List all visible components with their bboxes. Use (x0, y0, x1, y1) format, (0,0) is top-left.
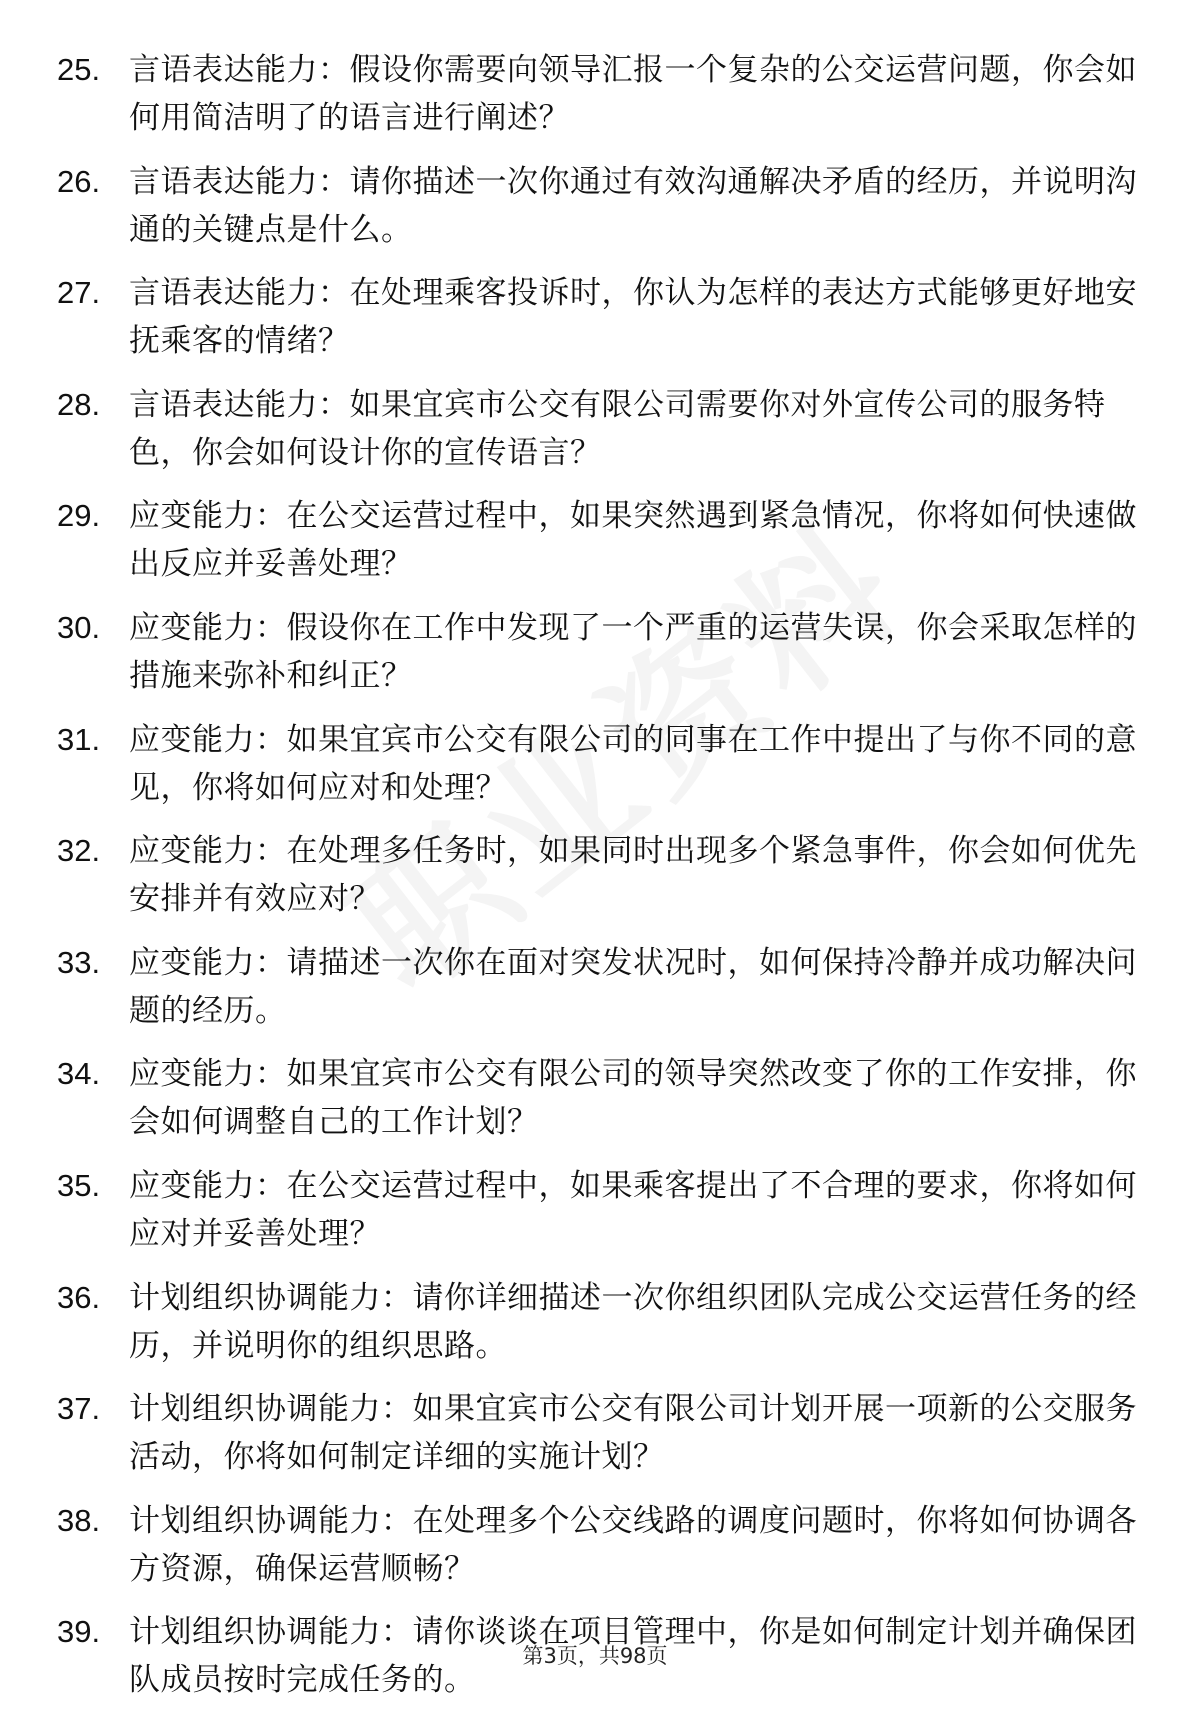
list-item (57, 269, 1142, 365)
question-number: 32. (57, 833, 101, 869)
question-number: 34. (57, 1056, 101, 1092)
question-text: 应变能力：假设你在工作中发现了一个严重的运营失误，你会采取怎样的措施来弥补和纠正？ (129, 609, 1137, 694)
question-number: 39. (57, 1614, 101, 1650)
list-item (57, 1385, 1142, 1481)
question-list (57, 46, 1142, 1720)
list-item (57, 939, 1142, 1035)
question-number: 33. (57, 944, 101, 980)
list-item (57, 1162, 1142, 1258)
question-number: 29. (57, 498, 101, 534)
question-text: 应变能力：在公交运营过程中，如果乘客提出了不合理的要求，你将如何应对并妥善处理？ (129, 1167, 1137, 1252)
question-text: 言语表达能力：请你描述一次你通过有效沟通解决矛盾的经历，并说明沟通的关键点是什么。 (129, 163, 1137, 248)
question-number: 36. (57, 1279, 101, 1315)
list-item (57, 716, 1142, 812)
list-item (57, 604, 1142, 700)
question-text: 言语表达能力：假设你需要向领导汇报一个复杂的公交运营问题，你会如何用简洁明了的语言进行阐述？ (129, 52, 1137, 136)
list-item (57, 158, 1142, 254)
question-text: 计划组织协调能力：在处理多个公交线路的调度问题时，你将如何协调各方资源，确保运营顺畅？ (129, 1502, 1137, 1587)
question-number: 38. (57, 1502, 101, 1538)
list-item (57, 1050, 1142, 1146)
question-text: 计划组织协调能力：请你详细描述一次你组织团队完成公交运营任务的经历，并说明你的组织思路。 (129, 1279, 1137, 1364)
question-number: 26. (57, 163, 101, 199)
list-item (57, 46, 1142, 142)
question-number: 31. (57, 721, 101, 757)
question-number: 27. (57, 275, 101, 311)
question-text: 言语表达能力：如果宜宾市公交有限公司需要你对外宣传公司的服务特色，你会如何设计你的宣传语言？ (129, 386, 1106, 471)
list-item (57, 1497, 1142, 1593)
question-text: 言语表达能力：在处理乘客投诉时，你认为怎样的表达方式能够更好地安抚乘客的情绪？ (129, 275, 1137, 360)
question-text: 计划组织协调能力：请你谈谈在项目管理中，你是如何制定计划并确保团队成员按时完成任务的。 (129, 1614, 1137, 1699)
question-text: 应变能力：如果宜宾市公交有限公司的同事在工作中提出了与你不同的意见，你将如何应对和处理？ (129, 721, 1137, 806)
page-number: 第3页，共98页 (522, 1644, 668, 1668)
list-item (57, 1274, 1142, 1370)
question-text: 计划组织协调能力：如果宜宾市公交有限公司计划开展一项新的公交服务活动，你将如何制定详细的实施计划？ (129, 1391, 1137, 1476)
question-text: 应变能力：在公交运营过程中，如果突然遇到紧急情况，你将如何快速做出反应并妥善处理？ (129, 498, 1137, 583)
list-item (57, 381, 1142, 477)
question-number: 25. (57, 52, 101, 87)
question-text: 应变能力：在处理多任务时，如果同时出现多个紧急事件，你会如何优先安排并有效应对？ (129, 833, 1137, 918)
question-number: 35. (57, 1167, 101, 1203)
question-number: 30. (57, 609, 101, 645)
list-item (57, 492, 1142, 588)
question-number: 37. (57, 1391, 101, 1427)
question-text: 应变能力：如果宜宾市公交有限公司的领导突然改变了你的工作安排，你会如何调整自己的工作计划？ (129, 1056, 1137, 1141)
list-item (57, 827, 1142, 923)
question-text: 应变能力：请描述一次你在面对突发状况时，如何保持冷静并成功解决问题的经历。 (129, 944, 1137, 1029)
question-number: 28. (57, 386, 101, 422)
